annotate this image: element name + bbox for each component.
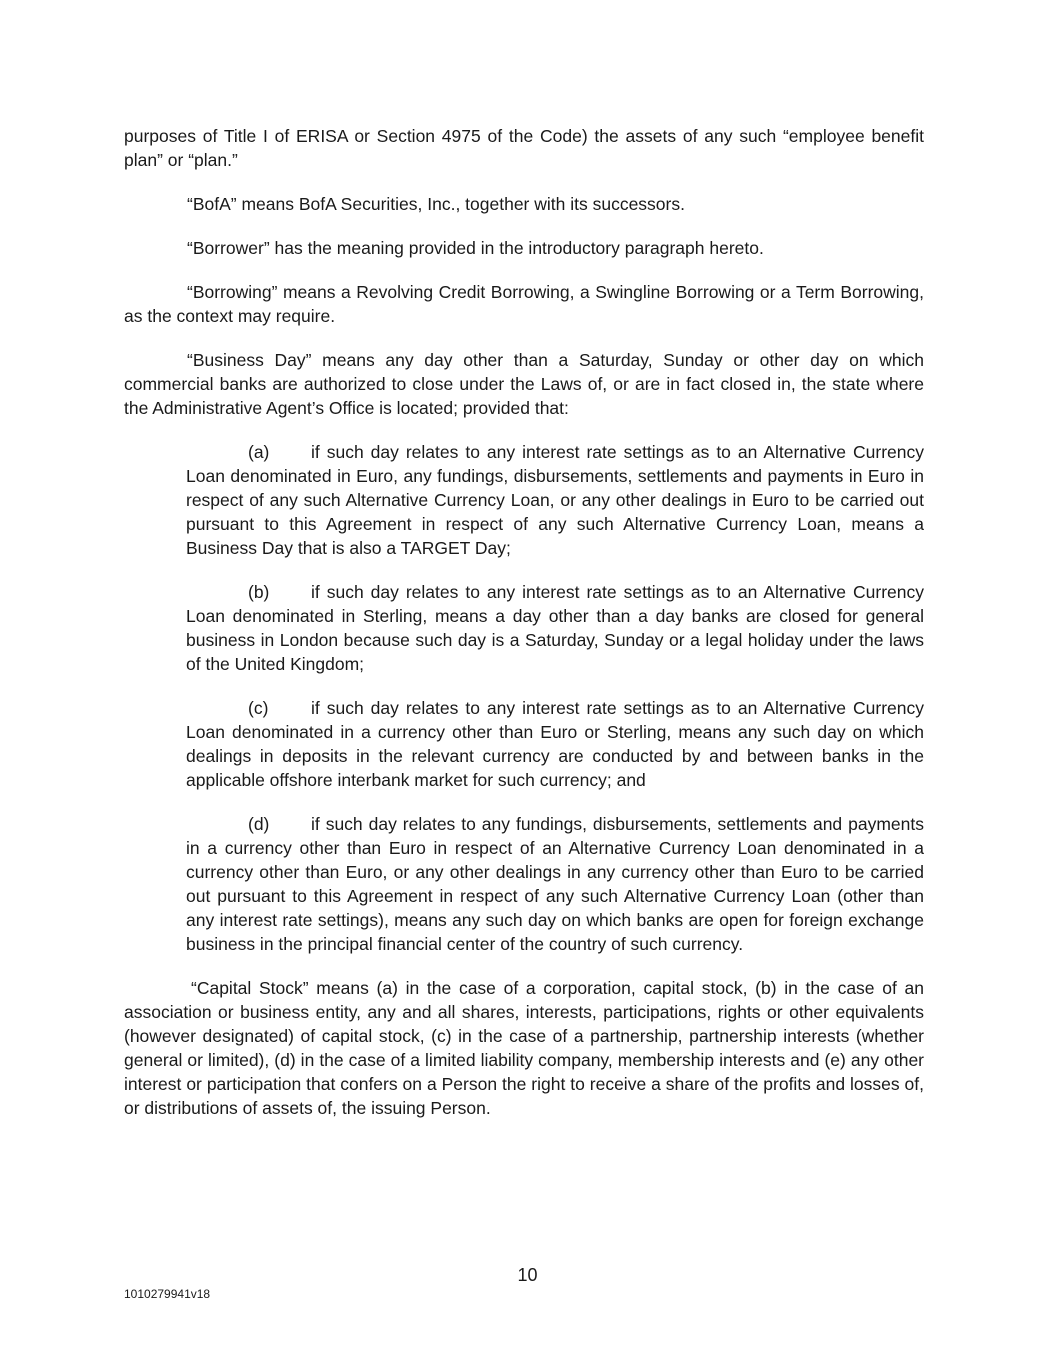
clause-marker: (d) xyxy=(248,814,270,834)
definition-capital-stock: “Capital Stock” means (a) in the case of a corporation, capital stock, (b) in the case of an association or business entity, any and all shares, interests, participations, rights or other equivalents (however designated) of capital stock, (c) in the case of a partnership, partnership interests (whether general or limited), (d) in the case of a limited liability company, membership interests and (e) any other interest or participation that confers on a Person the right to receive a share of the profits and losses of, or distributions of assets of, the issuing Person. xyxy=(124,978,924,1118)
document-id: 1010279941v18 xyxy=(124,1287,211,1301)
clause-marker: (c) xyxy=(248,698,269,718)
clause-d xyxy=(186,812,924,956)
definition-bofa: “BofA” means BofA Securities, Inc., together with its successors. xyxy=(187,194,685,214)
clause-marker: (a) xyxy=(248,442,270,462)
clause-b-paragraph xyxy=(186,580,924,676)
page-number: 10 xyxy=(517,1265,538,1285)
clause-c xyxy=(186,696,924,792)
clause-b xyxy=(186,580,924,676)
clause-c-paragraph xyxy=(186,696,924,792)
clause-text: if such day relates to any interest rate settings as to an Alternative Currency Loan denominated in Sterling, means a day other than a day banks are closed for general business in London because such day is a Saturday, Sunday or a legal holiday under the laws of the United Kingdom; xyxy=(186,582,924,674)
clause-a-paragraph xyxy=(186,440,924,560)
document-body xyxy=(124,124,924,1140)
definition-borrowing: “Borrowing” means a Revolving Credit Borrowing, a Swingline Borrowing or a Term Borrowing, as the context may require. xyxy=(124,282,924,326)
clause-a xyxy=(186,440,924,560)
definition-borrower: “Borrower” has the meaning provided in the introductory paragraph hereto. xyxy=(187,238,764,258)
continuation-paragraph: purposes of Title I of ERISA or Section 4975 of the Code) the assets of any such “employee benefit plan” or “plan.” xyxy=(124,126,924,170)
definition-business-day: “Business Day” means any day other than a Saturday, Sunday or other day on which commercial banks are authorized to close under the Laws of, or are in fact closed in, the state where the Administrative Agent’s Office is located; provided that: xyxy=(124,350,924,418)
clause-text: if such day relates to any interest rate settings as to an Alternative Currency Loan denominated in Euro, any fundings, disbursements, settlements and payments in Euro in respect of any such Alternative Currency Loan, or any other dealings in Euro to be carried out pursuant to this Agreement in respect of any such Alternative Currency Loan, means a Business Day that is also a TARGET Day; xyxy=(186,442,924,558)
clause-d-paragraph xyxy=(186,812,924,956)
clause-marker: (b) xyxy=(248,582,270,602)
clause-text: if such day relates to any fundings, disbursements, settlements and payments in a currency other than Euro in respect of an Alternative Currency Loan denominated in a currency other than Euro, or any other dealings in any currency other than Euro to be carried out pursuant to this Agreement in respect of any such Alternative Currency Loan (other than any interest rate settings), means any such day on which banks are open for foreign exchange business in the principal financial center of the country of such currency. xyxy=(186,814,924,954)
clause-text: if such day relates to any interest rate settings as to an Alternative Currency Loan denominated in a currency other than Euro or Sterling, means any such day on which dealings in deposits in the relevant currency are conducted by and between banks in the applicable offshore interbank market for such currency; and xyxy=(186,698,924,790)
